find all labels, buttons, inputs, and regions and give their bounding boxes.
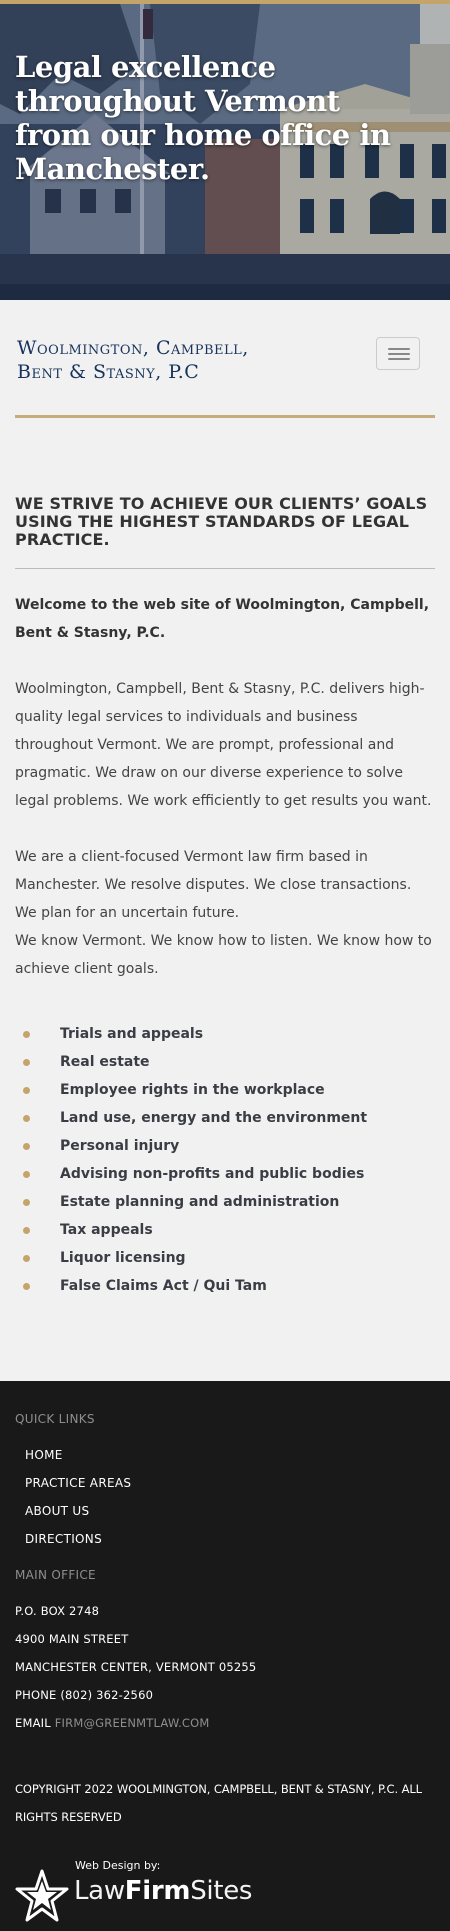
hamburger-bar-icon	[388, 353, 410, 355]
practice-area-item: False Claims Act / Qui Tam	[15, 1272, 435, 1300]
intro-paragraph: Woolmington, Campbell, Bent & Stasny, P.C. delivers high-quality legal services to individuals and business throughout Vermont. We are prompt, professional and pragmatic. We draw on our diverse experience to solve legal problems. We work efficiently to get results you want.	[15, 681, 432, 809]
quick-link-practice-areas[interactable]: PRACTICE AREAS	[25, 1476, 132, 1490]
practice-area-item: Estate planning and administration	[15, 1188, 435, 1216]
wordmark-law: Law	[74, 1876, 125, 1906]
hero-banner	[0, 0, 450, 300]
quick-link-about-us[interactable]: ABOUT US	[25, 1504, 90, 1518]
hero-title	[15, 50, 450, 186]
wordmark-sites: Sites	[190, 1876, 253, 1906]
hero-title-line1: Legal excellence throughout Vermont	[15, 50, 340, 118]
po-box: P.O. BOX 2748	[15, 1604, 100, 1618]
email-label: EMAIL	[15, 1716, 55, 1730]
hamburger-menu-button[interactable]	[376, 337, 420, 370]
credit-label: Web Design by:	[75, 1859, 161, 1872]
practice-area-item: Employee rights in the workplace	[15, 1076, 435, 1104]
practice-area-item: Tax appeals	[15, 1216, 435, 1244]
page-tagline: WE STRIVE TO ACHIEVE OUR CLIENTS’ GOALS USING THE HIGHEST STANDARDS OF LEGAL PRACTICE.	[15, 494, 428, 549]
quick-links-heading: QUICK LINKS	[15, 1412, 95, 1426]
practice-area-item: Liquor licensing	[15, 1244, 435, 1272]
practice-area-item: Real estate	[15, 1048, 435, 1076]
copyright-text: COPYRIGHT 2022 WOOLMINGTON, CAMPBELL, BENT & STASNY, P.C. ALL RIGHTS RESERVED	[15, 1782, 422, 1824]
quick-links-list	[15, 1441, 435, 1553]
practice-area-item: Trials and appeals	[15, 1020, 435, 1048]
welcome-text: Welcome to the web site of Woolmington, Campbell, Bent & Stasny, P.C.	[15, 597, 430, 641]
email-row	[15, 1709, 435, 1737]
email-link[interactable]: FIRM@GREENMTLAW.COM	[54, 1716, 210, 1730]
phone-number: PHONE (802) 362-2560	[15, 1688, 154, 1702]
star-logo-icon	[15, 1869, 69, 1923]
practice-areas-list	[15, 1020, 435, 1300]
site-header	[0, 300, 450, 418]
content-divider	[15, 568, 435, 569]
wordmark-firm: Firm	[124, 1876, 191, 1906]
practice-area-item: Advising non-profits and public bodies	[15, 1160, 435, 1188]
hero-title-line2: from our home office in Manchester.	[15, 118, 391, 186]
city-state-zip: MANCHESTER CENTER, VERMONT 05255	[15, 1660, 257, 1674]
hamburger-bar-icon	[388, 348, 410, 350]
client-focus-paragraph: We are a client-focused Vermont law firm based in Manchester. We resolve disputes. We close transactions. We plan for an uncertain future.	[15, 849, 412, 921]
web-design-credit-link[interactable]	[15, 1859, 435, 1919]
main-content	[0, 418, 450, 1381]
main-office-heading: MAIN OFFICE	[15, 1568, 96, 1582]
quick-link-home[interactable]: HOME	[25, 1448, 63, 1462]
lawfirmsites-wordmark	[74, 1875, 252, 1907]
quick-link-directions[interactable]: DIRECTIONS	[25, 1532, 102, 1546]
office-address	[15, 1597, 435, 1737]
brand-line1: Woolmington, Campbell,	[17, 337, 249, 359]
practice-area-item: Land use, energy and the environment	[15, 1104, 435, 1132]
brand-line2: Bent & Stasny, P.C	[17, 361, 200, 383]
site-logo-link[interactable]	[17, 336, 317, 384]
site-footer	[0, 1381, 450, 1931]
hamburger-bar-icon	[388, 358, 410, 360]
header-divider	[15, 415, 435, 418]
know-vermont-paragraph: We know Vermont. We know how to listen. We know how to achieve client goals.	[15, 933, 432, 977]
street-address: 4900 MAIN STREET	[15, 1632, 129, 1646]
practice-area-item: Personal injury	[15, 1132, 435, 1160]
